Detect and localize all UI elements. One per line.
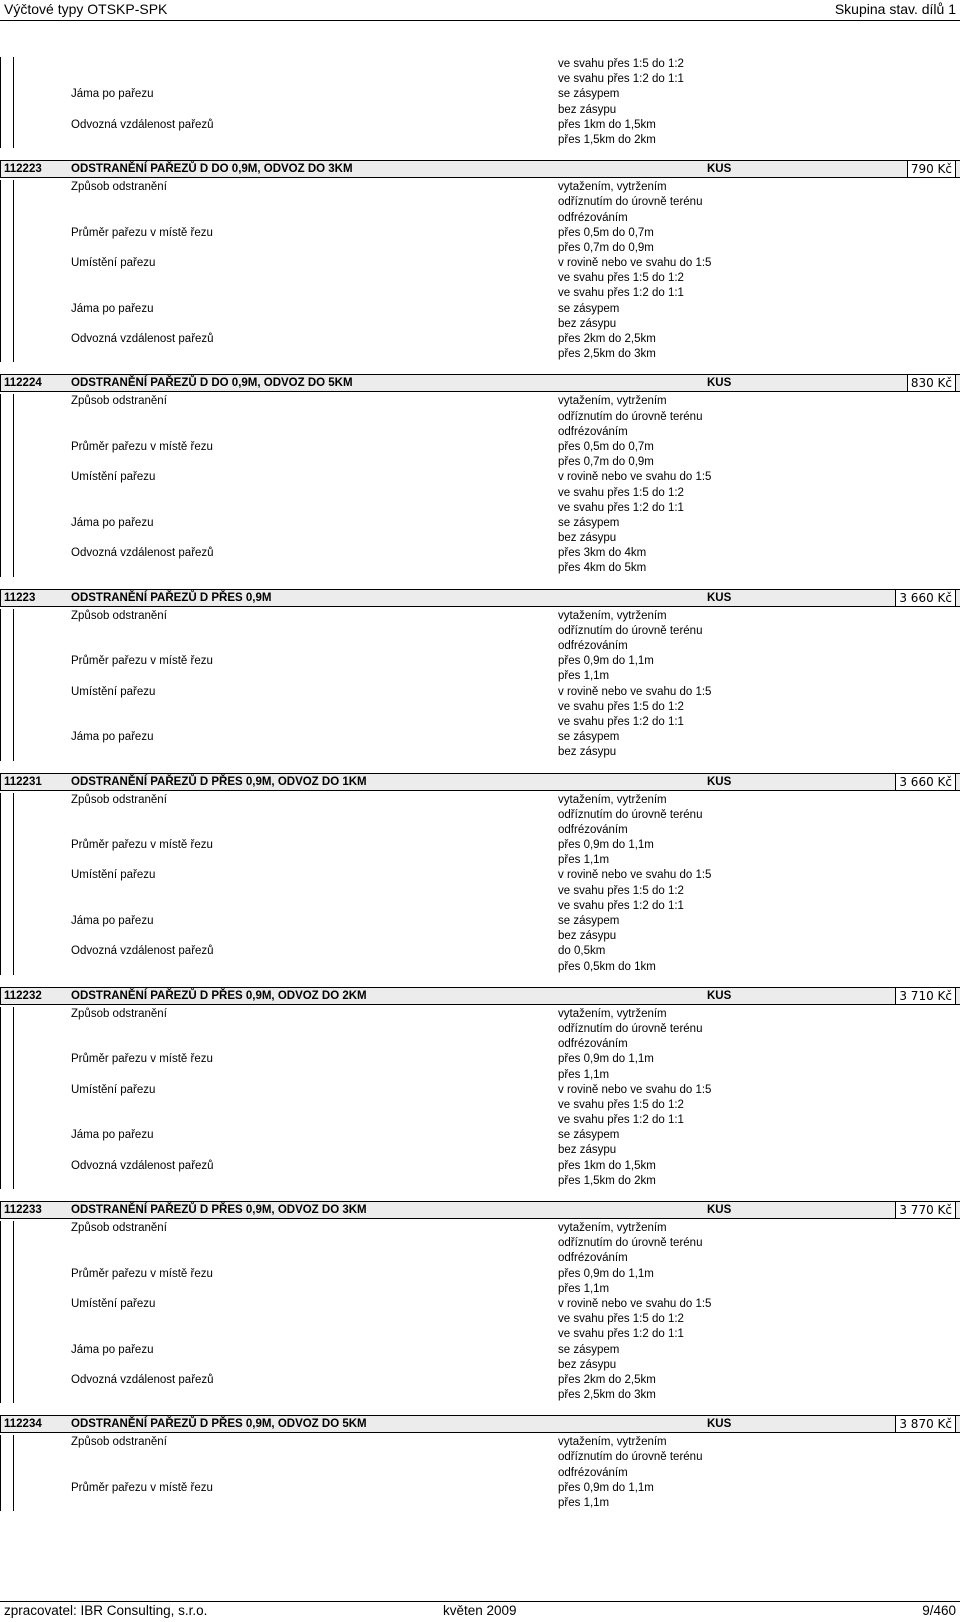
item-title: ODSTRANĚNÍ PAŘEZŮ D DO 0,9M, ODVOZ DO 3KM [71, 163, 353, 176]
param-row [0, 87, 960, 102]
parameter-name: Umístění pařezu [71, 685, 156, 698]
parameter-name: Jáma po pařezu [71, 1343, 154, 1356]
param-row [0, 516, 960, 531]
param-row [0, 1052, 960, 1067]
param-row [0, 838, 960, 853]
parameter-option: ve svahu přes 1:2 do 1:1 [558, 287, 684, 300]
param-row [0, 1343, 960, 1358]
param-row [0, 286, 960, 301]
param-row [0, 118, 960, 133]
parameter-name: Odvozná vzdálenost pařezů [71, 547, 214, 560]
parameter-option: vytažením, vytržením [558, 1007, 667, 1020]
param-row [0, 1297, 960, 1312]
param-row [0, 1098, 960, 1113]
param-row [0, 561, 960, 576]
parameter-name: Způsob odstranění [71, 395, 167, 408]
param-row [0, 57, 960, 72]
section-title: Skupina stav. dílů 1 [834, 1, 956, 17]
parameter-option: přes 1,1m [558, 854, 610, 867]
page-number: 9/460 [922, 1603, 956, 1618]
param-row [0, 944, 960, 959]
parameter-option: přes 3km do 4km [558, 547, 647, 560]
item-code: 112232 [4, 989, 42, 1002]
parameter-option: odříznutím do úrovně terénu [558, 1237, 703, 1250]
item-price: 3 710 Kč [895, 987, 956, 1005]
parameter-name: Způsob odstranění [71, 1007, 167, 1020]
parameter-option: přes 2,5km do 3km [558, 348, 656, 361]
param-row [0, 700, 960, 715]
document-title: Výčtové typy OTSKP-SPK [4, 1, 168, 17]
parameter-name: Průměr pařezu v místě řezu [71, 1053, 213, 1066]
parameter-option: přes 0,5m do 0,7m [558, 440, 654, 453]
parameter-option: odfrézováním [558, 1466, 628, 1479]
param-row [0, 501, 960, 516]
item-unit: KUS [707, 1204, 732, 1216]
item-code: 112233 [4, 1204, 42, 1216]
param-row [0, 486, 960, 501]
item-list [0, 57, 960, 1511]
item-header [0, 987, 960, 1005]
parameter-option: ve svahu přes 1:2 do 1:1 [558, 715, 684, 728]
parameter-option: odříznutím do úrovně terénu [558, 808, 703, 821]
parameter-option: odříznutím do úrovně terénu [558, 1451, 703, 1464]
param-row [0, 133, 960, 148]
item-unit: KUS [707, 591, 732, 604]
param-row [0, 226, 960, 241]
param-row [0, 1251, 960, 1266]
parameter-option: přes 0,9m do 1,1m [558, 1053, 654, 1066]
row-border [0, 161, 1, 177]
parameter-option: odříznutím do úrovně terénu [558, 410, 703, 423]
parameter-option: ve svahu přes 1:2 do 1:1 [558, 73, 684, 86]
parameter-option: ve svahu přes 1:5 do 1:2 [558, 486, 684, 499]
parameter-option: přes 0,9m do 1,1m [558, 655, 654, 668]
item-code: 112231 [4, 775, 42, 788]
item-unit: KUS [707, 163, 732, 176]
parameter-option: odfrézováním [558, 823, 628, 836]
parameter-option: bez zásypu [558, 532, 617, 545]
param-row [0, 1327, 960, 1342]
item-header [0, 1415, 960, 1433]
parameter-option: se zásypem [558, 1343, 620, 1356]
row-border [0, 774, 1, 790]
param-row [0, 256, 960, 271]
parameter-option: přes 2,5km do 3km [558, 1389, 656, 1402]
parameter-option: v rovině nebo ve svahu do 1:5 [558, 869, 712, 882]
param-row [0, 1373, 960, 1388]
parameter-name: Způsob odstranění [71, 793, 167, 806]
item-title: ODSTRANĚNÍ PAŘEZŮ D PŘES 0,9M, ODVOZ DO 2KM [71, 989, 367, 1002]
continuation-block [0, 57, 960, 148]
parameter-option: přes 1,1m [558, 1282, 610, 1295]
parameter-option: ve svahu přes 1:2 do 1:1 [558, 1328, 684, 1341]
parameter-option: se zásypem [558, 88, 620, 101]
param-row [0, 195, 960, 210]
item-title: ODSTRANĚNÍ PAŘEZŮ D PŘES 0,9M, ODVOZ DO 1KM [71, 775, 367, 788]
param-row [0, 899, 960, 914]
param-row [0, 1236, 960, 1251]
param-row [0, 1083, 960, 1098]
parameter-name: Odvozná vzdálenost pařezů [71, 1159, 214, 1172]
parameter-option: ve svahu přes 1:5 do 1:2 [558, 1313, 684, 1326]
item-code: 112234 [4, 1418, 42, 1431]
item-code: 11223 [4, 591, 36, 604]
parameter-option: přes 1,5km do 2km [558, 133, 656, 146]
parameter-option: bez zásypu [558, 746, 617, 759]
item-unit: KUS [707, 1418, 732, 1431]
parameter-option: v rovině nebo ve svahu do 1:5 [558, 257, 712, 270]
parameter-name: Umístění pařezu [71, 1083, 156, 1096]
param-row [0, 669, 960, 684]
parameter-option: ve svahu přes 1:5 do 1:2 [558, 1098, 684, 1111]
item-code: 112223 [4, 163, 42, 176]
parameter-option: odfrézováním [558, 425, 628, 438]
param-row [0, 470, 960, 485]
param-row [0, 1466, 960, 1481]
parameter-option: přes 1km do 1,5km [558, 1159, 656, 1172]
parameter-name: Jáma po pařezu [71, 1129, 154, 1142]
param-row [0, 180, 960, 195]
item-price: 3 770 Kč [895, 1201, 956, 1219]
item-header [0, 1201, 960, 1219]
parameter-option: v rovině nebo ve svahu do 1:5 [558, 1083, 712, 1096]
item-title: ODSTRANĚNÍ PAŘEZŮ D PŘES 0,9M [71, 591, 272, 604]
parameter-option: vytažením, vytržením [558, 395, 667, 408]
param-row [0, 1128, 960, 1143]
parameter-name: Odvozná vzdálenost pařezů [71, 118, 214, 131]
footer-date: květen 2009 [443, 1603, 517, 1618]
parameter-name: Jáma po pařezu [71, 731, 154, 744]
parameter-option: se zásypem [558, 516, 620, 529]
parameter-option: vytažením, vytržením [558, 1222, 667, 1234]
page-header [0, 0, 960, 24]
parameter-option: odříznutím do úrovně terénu [558, 1022, 703, 1035]
item-unit: KUS [707, 775, 732, 788]
parameter-name: Průměr pařezu v místě řezu [71, 839, 213, 852]
parameter-option: přes 1km do 1,5km [558, 118, 656, 131]
param-row [0, 853, 960, 868]
param-row [0, 410, 960, 425]
parameter-name: Způsob odstranění [71, 181, 167, 194]
param-row [0, 1113, 960, 1128]
param-row [0, 455, 960, 470]
param-row [0, 793, 960, 808]
row-border [0, 1202, 1, 1218]
item-price: 3 870 Kč [895, 1415, 956, 1433]
param-row [0, 1450, 960, 1465]
param-row [0, 1143, 960, 1158]
param-row [0, 531, 960, 546]
page-footer [0, 1602, 960, 1622]
parameter-option: přes 4km do 5km [558, 562, 647, 575]
parameter-option: odfrézováním [558, 1252, 628, 1265]
parameter-option: odfrézováním [558, 211, 628, 224]
parameter-option: přes 1,1m [558, 1497, 610, 1509]
parameter-option: přes 0,9m do 1,1m [558, 1481, 654, 1494]
param-row [0, 823, 960, 838]
param-row [0, 1159, 960, 1174]
parameter-option: ve svahu přes 1:5 do 1:2 [558, 700, 684, 713]
parameter-option: bez zásypu [558, 930, 617, 943]
parameter-option: odříznutím do úrovně terénu [558, 196, 703, 209]
parameter-option: přes 0,5m do 0,7m [558, 226, 654, 239]
param-row [0, 241, 960, 256]
parameter-option: přes 2km do 2,5km [558, 1373, 656, 1386]
parameter-name: Jáma po pařezu [71, 88, 154, 101]
parameter-name: Umístění pařezu [71, 471, 156, 484]
parameter-name: Jáma po pařezu [71, 302, 154, 315]
param-row [0, 624, 960, 639]
parameter-option: ve svahu přes 1:2 do 1:1 [558, 899, 684, 912]
param-row [0, 302, 960, 317]
parameter-name: Průměr pařezu v místě řezu [71, 1267, 213, 1280]
param-row [0, 914, 960, 929]
param-row [0, 317, 960, 332]
parameter-name: Jáma po pařezu [71, 915, 154, 927]
parameter-option: přes 0,7m do 0,9m [558, 456, 654, 469]
item-parameters [0, 793, 960, 975]
param-row [0, 1007, 960, 1022]
param-row [0, 546, 960, 561]
item-header [0, 374, 960, 392]
parameter-name: Umístění pařezu [71, 257, 156, 270]
row-border [0, 1416, 1, 1432]
param-row [0, 808, 960, 823]
param-row [0, 1068, 960, 1083]
parameter-name: Způsob odstranění [71, 1436, 167, 1449]
param-row [0, 868, 960, 883]
parameter-name: Umístění pařezu [71, 1297, 156, 1310]
param-row [0, 1388, 960, 1403]
param-row [0, 72, 960, 87]
parameter-option: ve svahu přes 1:5 do 1:2 [558, 58, 684, 70]
param-row [0, 1435, 960, 1450]
item-price: 830 Kč [907, 374, 956, 392]
parameter-option: přes 0,9m do 1,1m [558, 1267, 654, 1280]
footer-author: zpracovatel: IBR Consulting, s.r.o. [4, 1603, 208, 1618]
param-row [0, 654, 960, 669]
param-row [0, 960, 960, 975]
parameter-option: přes 1,5km do 2km [558, 1174, 656, 1187]
item-header [0, 589, 960, 607]
param-row [0, 1037, 960, 1052]
param-row [0, 332, 960, 347]
item-price: 3 660 Kč [895, 773, 956, 791]
param-row [0, 425, 960, 440]
param-row [0, 1496, 960, 1511]
header-divider [0, 20, 960, 21]
parameter-option: bez zásypu [558, 317, 617, 330]
param-row [0, 211, 960, 226]
parameter-option: se zásypem [558, 302, 620, 315]
param-row [0, 1358, 960, 1373]
param-row [0, 1221, 960, 1236]
parameter-option: vytažením, vytržením [558, 609, 667, 622]
item-code: 112224 [4, 377, 42, 390]
parameter-option: ve svahu přes 1:5 do 1:2 [558, 884, 684, 897]
param-row [0, 639, 960, 654]
item-title: ODSTRANĚNÍ PAŘEZŮ D PŘES 0,9M, ODVOZ DO 5KM [71, 1418, 367, 1431]
parameter-option: přes 1,1m [558, 1068, 610, 1081]
param-row [0, 715, 960, 730]
param-row [0, 440, 960, 455]
parameter-name: Způsob odstranění [71, 609, 167, 622]
parameter-option: se zásypem [558, 915, 620, 927]
param-row [0, 1022, 960, 1037]
item-parameters [0, 609, 960, 761]
parameter-name: Odvozná vzdálenost pařezů [71, 1373, 214, 1386]
parameter-name: Způsob odstranění [71, 1222, 167, 1234]
param-row [0, 745, 960, 760]
parameter-name: Průměr pařezu v místě řezu [71, 1481, 213, 1494]
param-row [0, 394, 960, 409]
parameter-name: Jáma po pařezu [71, 516, 154, 529]
parameter-option: přes 0,5km do 1km [558, 960, 656, 973]
parameter-option: vytažením, vytržením [558, 793, 667, 806]
param-row [0, 271, 960, 286]
parameter-option: do 0,5km [558, 945, 606, 958]
parameter-option: přes 0,9m do 1,1m [558, 839, 654, 852]
parameter-option: v rovině nebo ve svahu do 1:5 [558, 1297, 712, 1310]
parameter-option: přes 1,1m [558, 670, 610, 683]
parameter-name: Odvozná vzdálenost pařezů [71, 945, 214, 958]
item-parameters [0, 394, 960, 576]
parameter-option: bez zásypu [558, 1144, 617, 1157]
param-row [0, 685, 960, 700]
parameter-option: odfrézováním [558, 1038, 628, 1051]
parameter-option: v rovině nebo ve svahu do 1:5 [558, 471, 712, 484]
item-header [0, 773, 960, 791]
item-title: ODSTRANĚNÍ PAŘEZŮ D PŘES 0,9M, ODVOZ DO 3KM [71, 1204, 367, 1216]
param-row [0, 1481, 960, 1496]
parameter-name: Průměr pařezu v místě řezu [71, 440, 213, 453]
item-parameters [0, 1007, 960, 1189]
parameter-option: se zásypem [558, 731, 620, 744]
row-border [0, 988, 1, 1004]
parameter-option: vytažením, vytržením [558, 1436, 667, 1449]
parameter-name: Odvozná vzdálenost pařezů [71, 333, 214, 345]
item-unit: KUS [707, 989, 732, 1002]
parameter-name: Umístění pařezu [71, 869, 156, 882]
parameter-option: ve svahu přes 1:2 do 1:1 [558, 1114, 684, 1127]
item-title: ODSTRANĚNÍ PAŘEZŮ D DO 0,9M, ODVOZ DO 5KM [71, 377, 353, 390]
item-price: 790 Kč [907, 160, 956, 178]
parameter-option: přes 0,7m do 0,9m [558, 241, 654, 254]
row-border [0, 590, 1, 606]
param-row [0, 1282, 960, 1297]
param-row [0, 103, 960, 118]
parameter-name: Průměr pařezu v místě řezu [71, 655, 213, 668]
param-row [0, 730, 960, 745]
item-header [0, 160, 960, 178]
param-row [0, 884, 960, 899]
param-row [0, 1174, 960, 1189]
footer-divider [0, 1601, 960, 1602]
parameter-option: odříznutím do úrovně terénu [558, 624, 703, 637]
parameter-option: přes 2km do 2,5km [558, 333, 656, 345]
parameter-name: Průměr pařezu v místě řezu [71, 226, 213, 239]
item-parameters [0, 1435, 960, 1511]
parameter-option: ve svahu přes 1:2 do 1:1 [558, 501, 684, 514]
parameter-option: ve svahu přes 1:5 do 1:2 [558, 272, 684, 285]
parameter-option: v rovině nebo ve svahu do 1:5 [558, 685, 712, 698]
item-unit: KUS [707, 377, 732, 390]
param-row [0, 1312, 960, 1327]
param-row [0, 609, 960, 624]
item-parameters [0, 180, 960, 362]
param-row [0, 347, 960, 362]
param-row [0, 1267, 960, 1282]
item-parameters [0, 1221, 960, 1403]
parameter-option: bez zásypu [558, 1358, 617, 1371]
item-price: 3 660 Kč [895, 589, 956, 607]
row-border [0, 375, 1, 391]
parameter-option: se zásypem [558, 1129, 620, 1142]
parameter-option: odfrézováním [558, 640, 628, 652]
param-row [0, 929, 960, 944]
parameter-option: vytažením, vytržením [558, 181, 667, 194]
parameter-option: bez zásypu [558, 103, 617, 116]
